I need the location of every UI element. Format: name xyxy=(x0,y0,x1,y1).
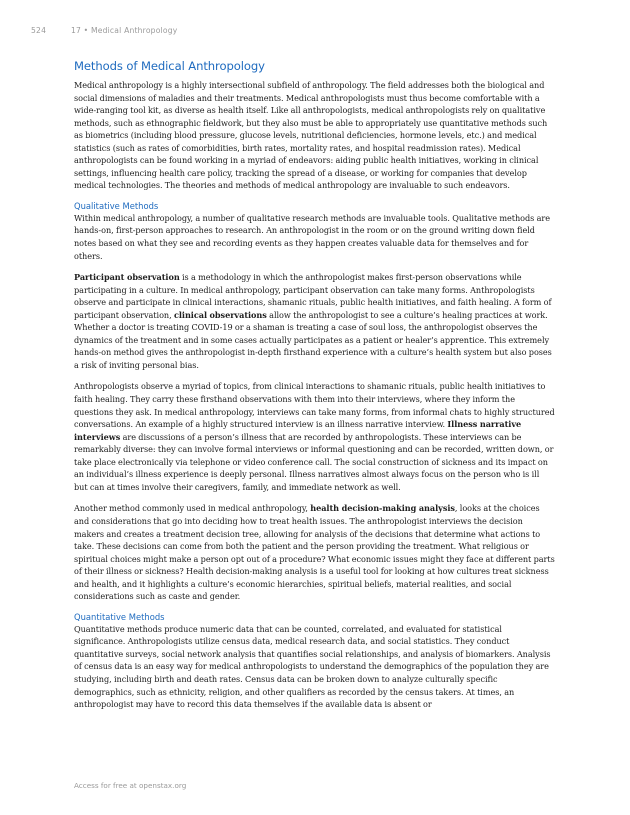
quantitative-heading: Quantitative Methods xyxy=(74,611,165,622)
paragraph-text: Another method commonly used in medical anthropology, xyxy=(74,503,311,514)
section-heading-title: Medical Anthropology xyxy=(140,59,265,73)
paragraph-text: are discussions of a person’s illness that are recorded by anthropologists. These interviews can be remarkably diverse: they can involve formal interviews or informal questioning and can be recorded, written down, or take place electronically via telephone or video conference call. The social construction of sickness and its impact on an individual’s illness experience is deeply personal. Illness narratives almost always focus on the person who is ill but can at times involve their caregivers, family, and immediate network as well. xyxy=(74,431,554,492)
qualitative-paragraph-4 xyxy=(74,502,555,602)
paragraph-text: is a methodology in which the anthropologist makes first-person observations while participating in a culture. In medical anthropology, participant observation can take many forms. Anthropologists observe and participate in clinical interactions, shamanic rituals, public health initiatives, and faith healing. A form of participant observation, xyxy=(74,272,552,320)
qualitative-heading: Qualitative Methods xyxy=(74,200,159,211)
qualitative-paragraph-1: Within medical anthropology, a number of qualitative research methods are invaluable tools. Qualitative methods are hands-on, first-person approaches to research. An anthropologist in the room or on the ground writing down field notes based on what they see and recording events as they happen creates valuable data for themselves and for others. xyxy=(74,212,550,261)
paragraph-text: Anthropologists observe a myriad of topics, from clinical interactions to shamanic rituals, public health initiatives to faith healing. They carry these firsthand observations with them into their interviews, where they inform the questions they ask. In medical anthropology, interviews can take many forms, from informal chats to highly structured conversations. An example of a highly structured interview is an illness narrative interview. xyxy=(74,381,555,430)
page-number: 524 xyxy=(31,26,47,35)
qualitative-paragraph-2 xyxy=(74,271,555,371)
term-participant-observation: Participant observation xyxy=(74,272,180,283)
section-heading xyxy=(74,59,555,73)
qualitative-paragraph-3 xyxy=(74,380,555,493)
intro-paragraph: Medical anthropology is a highly intersectional subfield of anthropology. The field addresses both the biological and social dimensions of maladies and their treatments. Medical anthropologists must thus become comfortable with a wide-ranging tool kit, as diverse as health itself. Like all anthropologists, medical anthropologists rely on qualitative methods, such as ethnographic fieldwork, but they also must be able to appropriately use quantitative methods such as biometrics (including blood pressure, glucose levels, nutritional deficiencies, hormone levels, etc.) and medical statistics (such as rates of comorbidities, birth rates, mortality rates, and hospital readmission rates). Medical anthropologists can be found working in a myriad of endeavors: aiding public health initiatives, working in clinical settings, influencing health care policy, tracking the spread of a disease, or working for companies that develop medical technologies. The theories and methods of medical anthropology are invaluable to such endeavors. xyxy=(74,80,548,191)
paragraph-text: allow the anthropologist to see a culture’s healing practices at work. Whether a doctor is treating COVID-19 or a shaman is treating a case of soul loss, the anthropologist observes the dynamics of the treatment and in some cases actually participates as a patient or healer’s apprentice. This extremely hands-on method gives the anthropologist in-depth firsthand experience with a culture’s health system but also poses a risk of inviting personal bias. xyxy=(74,309,552,370)
term-illness-narrative-interviews: Illness narrative interviews xyxy=(74,419,522,442)
page-footer: Access for free at openstax.org xyxy=(74,781,187,790)
term-health-decision-making-analysis: health decision-making analysis xyxy=(310,503,455,514)
quantitative-paragraph-1: Quantitative methods produce numeric data that can be counted, correlated, and evaluated for statistical significance. Anthropologists utilize census data, medical research data, and social statistics. They conduct quantitative surveys, social network analysis that quantifies social relationships, and analysis of biomarkers. Analysis of census data is an easy way for medical anthropologists to understand the demographics of the population they are studying, including birth and death rates. Census data can be broken down to analyze culturally specific demographics, such as ethnicity, religion, and other qualifiers as recorded by the census takers. At times, an anthropologist may have to record this data themselves if the available data is absent or xyxy=(74,623,551,710)
running-header xyxy=(31,26,177,35)
main-content xyxy=(74,59,555,720)
term-clinical-observations: clinical observations xyxy=(173,309,267,320)
section-heading-prefix: Methods of xyxy=(74,59,138,73)
chapter-title: 17 • Medical Anthropology xyxy=(71,26,178,35)
paragraph-text: , looks at the choices and considerations that go into deciding how to treat health issues. The anthropologist interviews the decision makers and creates a treatment decision tree, allowing for analysis of the decisions that determine what actions to take. These decisions can come from both the patient and the person providing the treatment. What religious or spiritual choices might make a person opt out of a procedure? What economic issues might they face at different parts of their illness or sickness? Health decision-making analysis is a useful tool for looking at how cultures treat sickness and health, and it highlights a culture’s economic hierarchies, spiritual beliefs, material realities, and social considerations such as caste and gender. xyxy=(74,503,555,602)
